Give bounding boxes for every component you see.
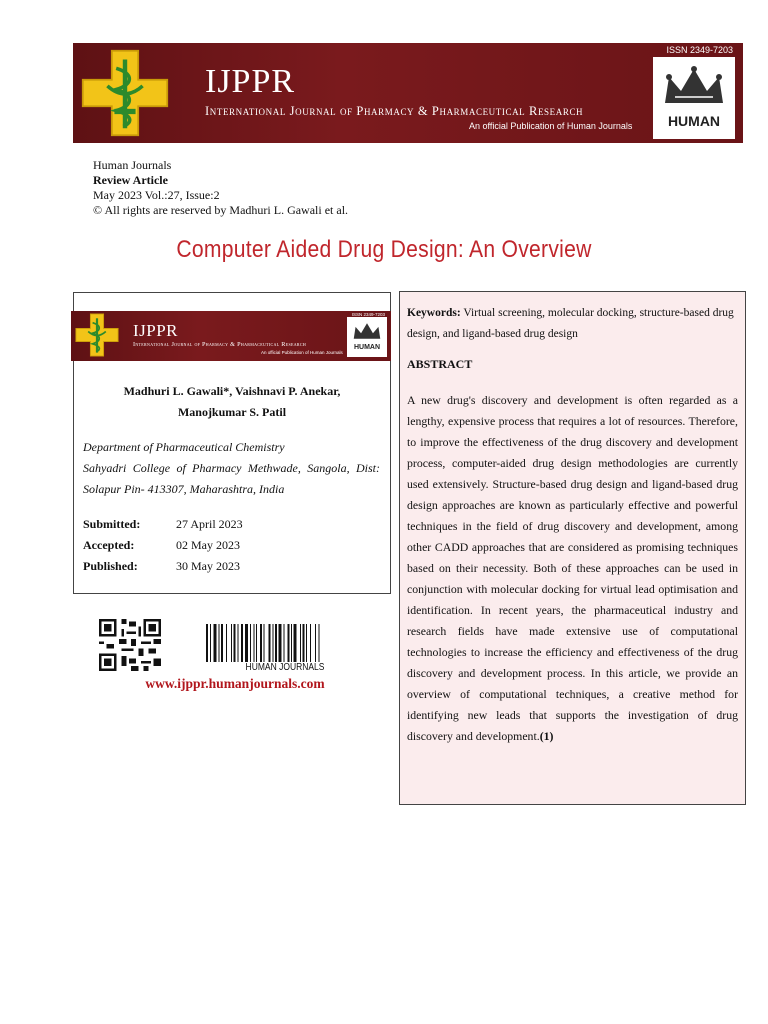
keywords-text: Virtual screening, molecular docking, structure-based drug design, and ligand-based drug design <box>407 307 734 340</box>
date-row <box>83 535 243 556</box>
abstract-body <box>407 390 738 747</box>
mini-issn: ISSN 2349-7203 <box>351 312 385 317</box>
mini-publisher-logo-text: HUMAN <box>353 344 381 351</box>
official-publication: An official Publication of Human Journals <box>469 121 633 131</box>
journal-website-link[interactable]: www.ijppr.humanjournals.com <box>145 676 325 691</box>
date-row <box>83 556 243 577</box>
journal-abbr: IJPPR <box>205 63 296 100</box>
date-value: 30 May 2023 <box>176 559 240 573</box>
date-value: 27 April 2023 <box>176 517 243 531</box>
journal-banner <box>73 43 743 143</box>
author-list <box>74 381 390 423</box>
abstract-text: A new drug's discovery and development is often regarded as a lengthy, expensive process that requires a lot of resources. Therefore, to improve the effectiveness of the drug discovery and development process, computer-aided drug design methodologies are currently used extensively. Structure-based drug design and ligand-based drug design approaches are known as particularly effective and powerful techniques in the field of drug discovery and development, among other CADD approaches that are considered as promising techniques based on their necessity. Both of these approaches can be used in conjunction with molecular docking for virtual lead optimisation and identification. In recent years, the pharmaceutical industry and research fields have made extensive use of computational technologies to increase the efficiency and effectiveness of the drug discovery and development process. In this article, we provide an overview of computational techniques, a creative method for identifying new leads that supports the investigation of drug discovery and development. <box>407 393 738 743</box>
barcode-label: HUMAN JOURNALS <box>245 662 325 673</box>
date-label: Submitted: <box>83 517 141 531</box>
publication-dates <box>83 514 243 577</box>
publisher-name: Human Journals <box>93 158 172 172</box>
author-info-box <box>73 292 391 594</box>
date-label: Accepted: <box>83 538 135 552</box>
abstract-heading: ABSTRACT <box>407 357 473 371</box>
mini-publisher-logo <box>347 317 387 357</box>
authors-line-1: Madhuri L. Gawali*, Vaishnavi P. Anekar, <box>123 384 341 398</box>
mini-journal-banner <box>71 311 391 361</box>
abstract-citation: (1) <box>539 729 554 743</box>
crown-icon <box>659 63 729 109</box>
abstract-box <box>399 291 746 805</box>
date-value: 02 May 2023 <box>176 538 240 552</box>
affiliation-address: Sahyadri College of Pharmacy Methwade, Sangola, Dist: Solapur Pin- 413307, Maharashtra, India <box>83 461 380 496</box>
article-meta <box>93 158 348 218</box>
caduceus-cross-icon <box>81 49 169 137</box>
crown-icon <box>351 320 383 342</box>
date-label: Published: <box>83 559 138 573</box>
article-type: Review Article <box>93 173 168 187</box>
mini-journal-abbr: IJPPR <box>133 321 179 340</box>
keywords-label: Keywords: <box>407 307 461 319</box>
publisher-logo <box>653 57 735 139</box>
keywords <box>407 303 739 345</box>
mini-official-publication: An official Publication of Human Journals <box>261 350 343 355</box>
date-row <box>83 514 243 535</box>
mini-journal-full-name: International Journal of Pharmacy & Pharmaceutical Research <box>133 341 307 348</box>
barcode-icon <box>206 624 364 662</box>
qr-code-icon <box>98 619 162 671</box>
caduceus-cross-icon <box>75 313 119 357</box>
volume-issue: May 2023 Vol.:27, Issue:2 <box>93 188 220 202</box>
copyright: © All rights are reserved by Madhuri L. Gawali et al. <box>93 203 349 217</box>
affiliation <box>83 437 380 500</box>
issn: ISSN 2349-7203 <box>666 45 733 55</box>
journal-full-name: International Journal of Pharmacy & Pharmaceutical Research <box>205 104 584 118</box>
affiliation-department: Department of Pharmaceutical Chemistry <box>83 440 285 454</box>
authors-line-2: Manojkumar S. Patil <box>177 405 287 419</box>
publisher-logo-text: HUMAN <box>667 113 721 129</box>
article-title: Computer Aided Drug Design: An Overview <box>176 236 592 263</box>
